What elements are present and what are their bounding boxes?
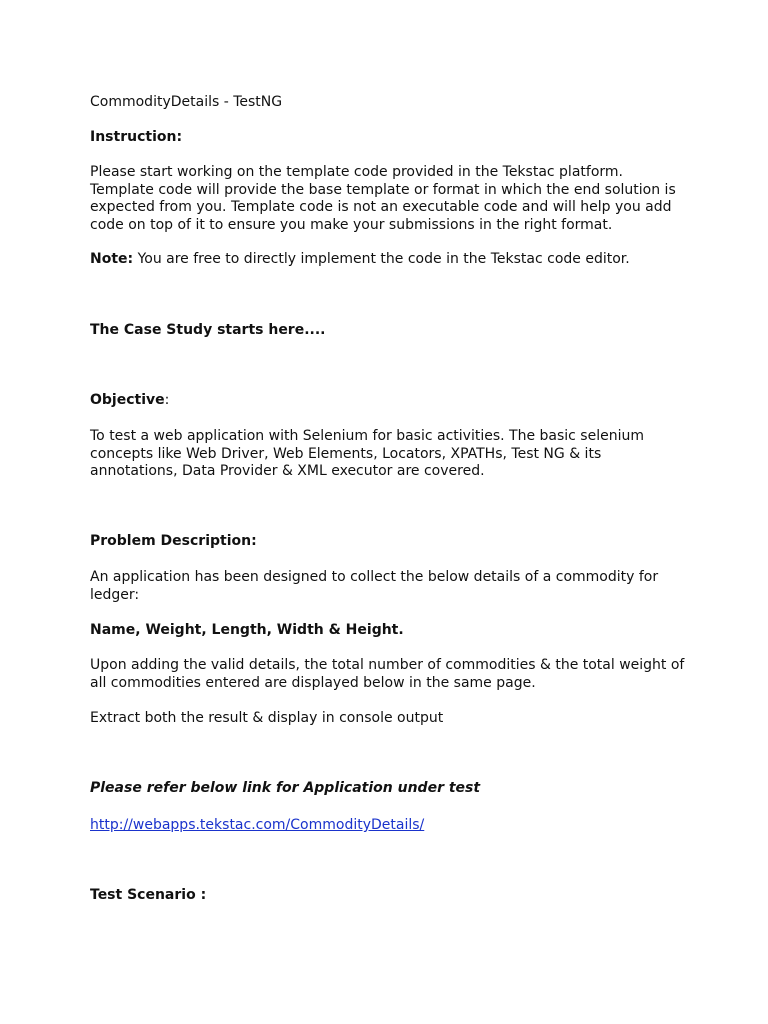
instruction-heading: Instruction: xyxy=(90,129,183,145)
extract-paragraph: Extract both the result & display in console output xyxy=(90,710,444,726)
test-scenario-heading: Test Scenario : xyxy=(90,887,207,903)
document-title: CommodityDetails - TestNG xyxy=(90,94,283,110)
objective-heading-line xyxy=(90,392,690,410)
objective-colon: : xyxy=(164,392,170,408)
app-link[interactable]: http://webapps.tekstac.com/CommodityDetails/ xyxy=(90,817,425,833)
note-text: You are free to directly implement the code in the Tekstac code editor. xyxy=(133,251,630,267)
objective-heading: Objective xyxy=(90,392,165,408)
instruction-paragraph: Please start working on the template code provided in the Tekstac platform. Template code will provide the base template or format in which the end solution is expected from you. Template code is not an executable code and will help you add code on top of it to ensure you make your submissions in the right format. xyxy=(90,164,676,233)
problem-heading: Problem Description: xyxy=(90,533,257,549)
case-study-heading: The Case Study starts here.... xyxy=(90,322,326,338)
note-label: Note: xyxy=(90,251,134,267)
result-paragraph: Upon adding the valid details, the total number of commodities & the total weight of all commodities entered are displayed below in the same page. xyxy=(90,657,685,691)
objective-paragraph: To test a web application with Selenium for basic activities. The basic selenium concepts like Web Driver, Web Elements, Locators, XPATHs, Test NG & its annotations, Data Provider & XML executor are covered. xyxy=(90,428,644,479)
note-line xyxy=(90,251,690,269)
problem-paragraph: An application has been designed to collect the below details of a commodity for ledger: xyxy=(90,569,659,603)
fields-list: Name, Weight, Length, Width & Height. xyxy=(90,622,404,638)
app-link-line xyxy=(90,817,690,835)
refer-heading: Please refer below link for Application under test xyxy=(90,780,481,796)
